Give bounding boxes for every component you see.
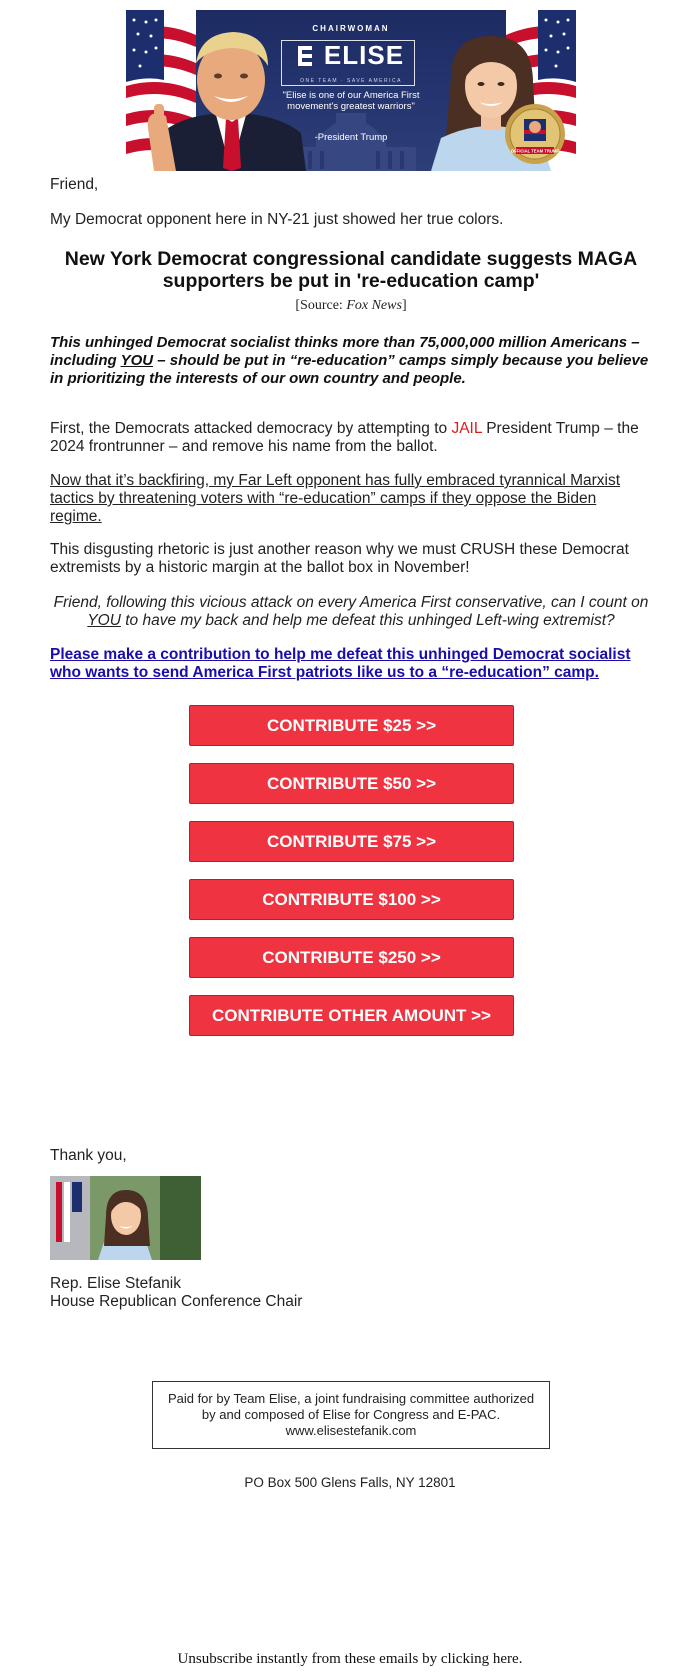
source-suffix: ] (401, 298, 407, 313)
bold-italic-paragraph (50, 334, 652, 388)
elise-logo-icon (298, 46, 318, 66)
header-banner (126, 10, 576, 171)
crush-paragraph: This disgusting rhetoric is just another reason why we must CRUSH these Democrat extremists by a historic margin at the ballot box in November! (50, 541, 629, 576)
jail-para-part1: First, the Democrats attacked democracy by attempting to (50, 420, 452, 437)
unsubscribe-link[interactable]: Unsubscribe instantly from these emails by clicking here. (177, 1651, 523, 1667)
ask-para-you: YOU (87, 612, 121, 629)
jail-word: JAIL (451, 420, 482, 437)
underlined-paragraph: Now that it’s backfiring, my Far Left opponent has fully embraced tyrannical Marxist tactics by threatening voters with “re-education” camps if they oppose the Biden regime. (50, 472, 621, 525)
jail-para-part2: President Trump – the 2024 frontrunner – and remove his name from the ballot. (50, 420, 639, 455)
bold-para-part2: – should be put in “re-education” camps simply because you believe in prioritizing the interests of our own country and people. (50, 352, 649, 387)
mailing-address: PO Box 500 Glens Falls, NY 12801 (244, 1475, 456, 1490)
paid-for-disclaimer: Paid for by Team Elise, a joint fundraising committee authorized by and composed of Elise for Congress and E-PAC. www.elisestefanik.com (152, 1381, 550, 1449)
seal-text: OFFICIAL TEAM TRUMP (510, 148, 560, 154)
signature-title: House Republican Conference Chair (50, 1293, 303, 1310)
banner-quote: "Elise is one of our America First movement's greatest warriors" (282, 90, 420, 112)
signature-photo-image (50, 1176, 201, 1260)
greeting: Friend, (50, 176, 99, 193)
contribute-25-button[interactable]: CONTRIBUTE $25 >> (189, 705, 514, 746)
contribute-75-button[interactable]: CONTRIBUTE $75 >> (189, 821, 514, 862)
signature-name: Rep. Elise Stefanik (50, 1275, 181, 1292)
intro-paragraph: My Democrat opponent here in NY-21 just showed her true colors. (50, 211, 504, 228)
bold-para-part1: This unhinged Democrat socialist thinks more than 75,000,000 million Americans – including (50, 334, 640, 369)
elise-logo (126, 40, 576, 71)
contribution-link[interactable]: Please make a contribution to help me defeat this unhinged Democrat socialist who wants to send America First patriots like us to a “re-education” camp. (50, 646, 631, 681)
ask-para-part2: to have my back and help me defeat this unhinged Left-wing extremist? (120, 612, 615, 629)
contribute-250-button[interactable]: CONTRIBUTE $250 >> (189, 937, 514, 978)
contribute-50-button[interactable]: CONTRIBUTE $50 >> (189, 763, 514, 804)
banner-quote-attribution: -President Trump (314, 132, 388, 143)
elise-logo-text: ELISE (323, 40, 405, 70)
signature-photo (50, 1176, 201, 1260)
bold-para-you: YOU (120, 352, 154, 369)
source-citation (50, 298, 652, 314)
ask-paragraph (50, 594, 652, 630)
official-team-trump-seal (504, 103, 566, 165)
contribute-100-button[interactable]: CONTRIBUTE $100 >> (189, 879, 514, 920)
source-name: Fox News (346, 298, 402, 313)
contribute-other-amount-button[interactable]: CONTRIBUTE OTHER AMOUNT >> (189, 995, 514, 1036)
source-prefix: [Source: (295, 298, 347, 313)
banner-chairwoman-label: CHAIRWOMAN (312, 24, 390, 33)
signoff: Thank you, (50, 1147, 127, 1164)
banner-tagline: ONE TEAM · SAVE AMERICA (300, 78, 402, 84)
ask-para-part1: Friend, following this vicious attack on every America First conservative, can I count on (53, 594, 649, 611)
headline: New York Democrat congressional candidate suggests MAGA supporters be put in 're-education camp' (64, 248, 638, 292)
jail-paragraph (50, 420, 652, 456)
